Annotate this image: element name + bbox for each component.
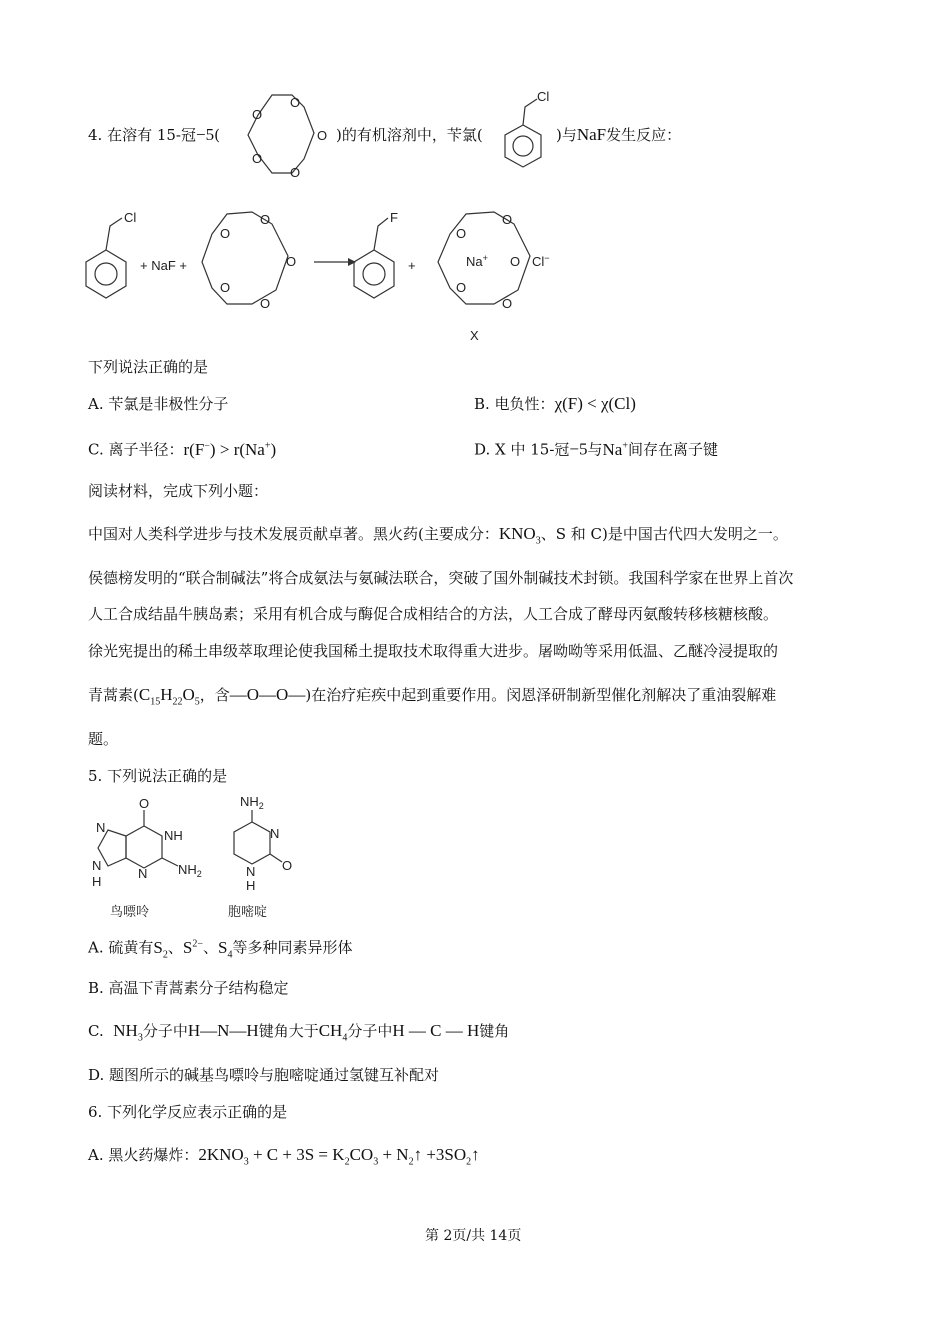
o-label: O — [220, 280, 231, 295]
o-label: O — [260, 212, 271, 227]
h-label: H — [92, 874, 102, 889]
plus-sign: + — [408, 258, 416, 273]
o-label: O — [456, 280, 467, 295]
q4-stem-end: )与NaF发生反应： — [556, 125, 682, 144]
nh2-label: $NH_2$ — [178, 862, 202, 879]
na-ion-label: Na+ — [466, 253, 488, 269]
q6-stem: 6. 下列化学反应表示正确的是 — [88, 1103, 288, 1121]
o-label: O — [502, 212, 513, 227]
crown-ether-structure — [202, 212, 296, 311]
o-label: O — [456, 226, 467, 241]
material-paragraph-line: 徐光宪提出的稀土串级萃取理论使我国稀土提取技术取得重大进步。屠呦呦等采用低温、乙醚冷浸提取的 — [88, 642, 779, 660]
q4-option-a: A. 苄氯是非极性分子 — [88, 395, 229, 413]
page-footer: 第 2页/共 14页 — [425, 1228, 522, 1244]
material-paragraph-line: 青蒿素($C_{15}H_{22}O_5$，含—O—O—)在治疗疟疾中起到重要作用。闵恩泽研制新型催化剂解决了重油裂解难 — [88, 685, 777, 708]
q4-option-d: D. X 中 15-冠−5与Na+间存在离子键 — [474, 439, 718, 459]
plus-naf-plus: + NaF + — [140, 258, 187, 273]
base-structures — [88, 792, 318, 922]
material-paragraph-line: 侯德榜发明的“联合制碱法”将合成氨法与氨碱法联合，突破了国外制碱技术封锁。我国科学家在世界上首次 — [88, 569, 794, 587]
o-label: O — [290, 165, 301, 180]
material-paragraph-line: 题。 — [88, 730, 119, 748]
q5-option-c: C. $NH_3$分子中H—N—H键角大于$CH_4$分子中H — C — H键角 — [88, 1021, 510, 1044]
guanine-structure — [92, 796, 202, 889]
nh-label: NH — [164, 828, 183, 843]
n-label: N — [246, 864, 256, 879]
q5-stem: 5. 下列说法正确的是 — [88, 767, 228, 785]
q4-stem-cont: )的有机溶剂中，苄氯( — [336, 126, 483, 144]
reaction-scheme — [82, 200, 682, 350]
o-label: O — [286, 254, 297, 269]
o-label: O — [290, 95, 301, 110]
material-paragraph-line: 人工合成结晶牛胰岛素；采用有机合成与酶促合成相结合的方法，人工合成了酵母丙氨酸转移核糖核酸。 — [88, 605, 779, 623]
o-label: O — [510, 254, 521, 269]
n-label: N — [92, 858, 102, 873]
reaction-arrow — [314, 258, 356, 266]
cytosine-caption: 胞嘧啶 — [228, 904, 268, 919]
chloride-ion-label: Cl− — [532, 253, 550, 269]
cl-label: Cl — [124, 210, 137, 225]
o-label: O — [252, 151, 263, 166]
nh2-label: $NH_2$ — [240, 794, 264, 811]
q4-option-b: B. 电负性：χ(F) < χ(Cl) — [474, 394, 636, 413]
q5-option-b: B. 高温下青蒿素分子结构稳定 — [88, 979, 289, 997]
cl-label: Cl — [537, 89, 550, 104]
crown-ether-structure-inline — [232, 85, 332, 185]
x-label: X — [470, 328, 479, 343]
f-label: F — [390, 210, 398, 225]
cytosine-structure — [234, 794, 292, 893]
q6-option-a: A. 黑火药爆炸：$2KNO_3 + C + 3S = K_2CO_3$ + $N_2↑$ $+3SO_2↑$ — [88, 1145, 480, 1168]
complex-x-structure — [438, 212, 550, 311]
benzyl-fluoride-structure — [354, 210, 398, 298]
material-intro: 阅读材料，完成下列小题： — [88, 482, 269, 500]
o-label: O — [220, 226, 231, 241]
o-label: O — [282, 858, 293, 873]
q4-stem: 4. 在溶有 15-冠−5( — [88, 125, 220, 144]
n-label: N — [270, 826, 280, 841]
n-label: N — [96, 820, 106, 835]
o-label: O — [260, 296, 271, 311]
q4-prompt: 下列说法正确的是 — [88, 358, 209, 376]
benzyl-chloride-structure — [86, 210, 136, 298]
q5-option-d: D. 题图所示的碱基鸟嘌呤与胞嘧啶通过氢键互补配对 — [88, 1066, 440, 1084]
o-label: O — [317, 128, 328, 143]
q5-option-a: A. 硫黄有$S_2$、$S^{2-}$、$S_4$等多种同素异形体 — [88, 937, 353, 961]
o-label: O — [139, 796, 150, 811]
q4-option-c: C. 离子半径：r(F−) > r(Na+) — [88, 439, 277, 459]
o-label: O — [252, 107, 263, 122]
o-label: O — [502, 296, 513, 311]
benzyl-chloride-structure-inline — [497, 85, 557, 185]
guanine-caption: 鸟嘌呤 — [110, 904, 150, 919]
material-paragraph-line: 中国对人类科学进步与技术发展贡献卓著。黑火药(主要成分：$KNO_3$、S 和 C)是中国古代四大发明之一。 — [88, 524, 788, 547]
n-label: N — [138, 866, 148, 881]
h-label: H — [246, 878, 256, 893]
